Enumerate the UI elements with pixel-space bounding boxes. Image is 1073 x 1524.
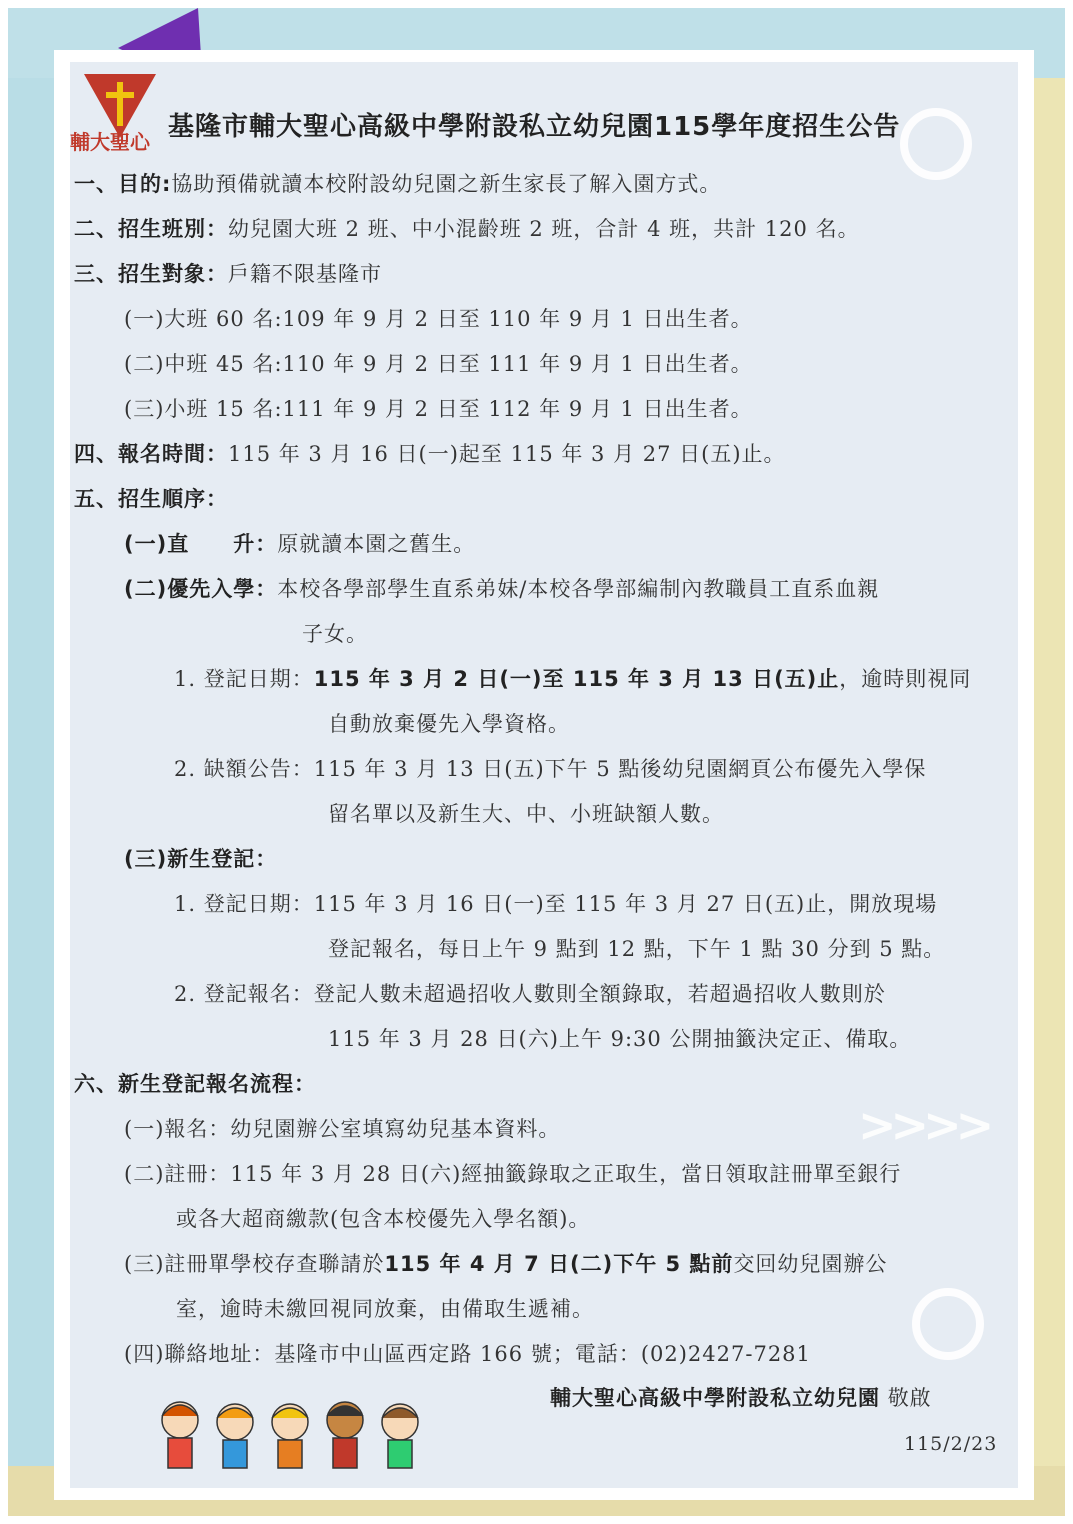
section-classes bbox=[74, 215, 860, 243]
process-apply: (一)報名：幼兒園辦公室填寫幼兒基本資料。 bbox=[124, 1117, 561, 1141]
chevron-arrows-decoration: >>>> bbox=[858, 1098, 989, 1152]
section-text: 協助預備就讀本校附設幼兒園之新生家長了解入園方式。 bbox=[171, 172, 722, 196]
process-register-cont: 或各大超商繳款(包含本校優先入學名額)。 bbox=[176, 1207, 591, 1231]
section-heading: 四、報名時間： bbox=[74, 442, 228, 466]
priority-register-date bbox=[174, 665, 971, 693]
subsection-text: 本校各學部學生直系弟妹/本校各學部編制內教職員工直系血親 bbox=[277, 577, 880, 601]
logo-text: 輔大聖心 bbox=[70, 130, 150, 154]
item-label: 2. 登記報名： bbox=[174, 982, 314, 1006]
item-bold-text: 115 年 4 月 7 日(二)下午 5 點前 bbox=[384, 1252, 734, 1276]
eligibility-large-class: (一)大班 60 名:109 年 9 月 2 日至 110 年 9 月 1 日出生者。 bbox=[124, 307, 753, 331]
order-priority bbox=[124, 575, 879, 603]
priority-vacancy-notice-cont: 留名單以及新生大、中、小班缺額人數。 bbox=[328, 802, 724, 826]
item-text: 登記人數未超過招收人數則全額錄取，若超過招收人數則於 bbox=[313, 982, 886, 1006]
page-title: 基隆市輔大聖心高級中學附設私立幼兒園115學年度招生公告 bbox=[168, 112, 901, 142]
item-text: 115 年 3 月 13 日(五)下午 5 點後幼兒園網頁公布優先入學保 bbox=[313, 757, 927, 781]
process-register: (二)註冊：115 年 3 月 28 日(六)經抽籤錄取之正取生，當日領取註冊單至銀行 bbox=[124, 1162, 902, 1186]
subsection-heading: (二)優先入學： bbox=[124, 577, 278, 601]
section-registration-time bbox=[74, 440, 786, 468]
new-register-rule-cont: 115 年 3 月 28 日(六)上午 9:30 公開抽籤決定正、備取。 bbox=[328, 1027, 912, 1051]
subsection-heading: (三)新生登記： bbox=[124, 847, 278, 871]
item-text: (三)註冊單學校存查聯請於 bbox=[124, 1252, 385, 1276]
section-process bbox=[74, 1070, 316, 1098]
section-text: 戶籍不限基隆市 bbox=[228, 262, 382, 286]
item-label: 2. 缺額公告： bbox=[174, 757, 314, 781]
signature bbox=[550, 1384, 932, 1412]
new-register-date bbox=[174, 890, 937, 918]
contact-info: (四)聯絡地址：基隆市中山區西定路 166 號；電話：(02)2427-7281 bbox=[124, 1342, 811, 1366]
process-return-form bbox=[124, 1250, 887, 1278]
circle-decoration-top-right bbox=[900, 108, 972, 180]
item-bold-text: 115 年 3 月 2 日(一)至 115 年 3 月 13 日(五)止 bbox=[313, 667, 840, 691]
notice-date: 115/2/23 bbox=[904, 1433, 998, 1455]
section-eligibility bbox=[74, 260, 382, 288]
circle-decoration-bottom-right bbox=[912, 1288, 984, 1360]
eligibility-middle-class: (二)中班 45 名:110 年 9 月 2 日至 111 年 9 月 1 日出生者。 bbox=[124, 352, 753, 376]
item-text: 115 年 3 月 16 日(一)至 115 年 3 月 27 日(五)止，開放現場 bbox=[313, 892, 938, 916]
item-label: 1. 登記日期： bbox=[174, 892, 314, 916]
section-heading: 一、目的: bbox=[74, 172, 172, 196]
order-continuing bbox=[124, 530, 475, 558]
item-label: 1. 登記日期： bbox=[174, 667, 314, 691]
order-new-registration bbox=[124, 845, 277, 873]
section-admission-order bbox=[74, 485, 228, 513]
section-text: 幼兒園大班 2 班、中小混齡班 2 班，合計 4 班，共計 120 名。 bbox=[228, 217, 860, 241]
new-register-date-cont: 登記報名，每日上午 9 點到 12 點，下午 1 點 30 分到 5 點。 bbox=[328, 937, 946, 961]
new-register-rule bbox=[174, 980, 886, 1008]
priority-register-date-cont: 自動放棄優先入學資格。 bbox=[328, 712, 570, 736]
section-heading: 二、招生班別： bbox=[74, 217, 228, 241]
order-priority-cont: 子女。 bbox=[302, 622, 368, 646]
process-return-form-cont: 室，逾時未繳回視同放棄，由備取生遞補。 bbox=[176, 1297, 594, 1321]
item-text: 交回幼兒園辦公 bbox=[733, 1252, 888, 1276]
section-purpose bbox=[74, 170, 721, 198]
signature-suffix: 敬啟 bbox=[887, 1386, 932, 1410]
section-heading: 六、新生登記報名流程： bbox=[74, 1072, 316, 1096]
section-text: 115 年 3 月 16 日(一)起至 115 年 3 月 27 日(五)止。 bbox=[228, 442, 786, 466]
eligibility-small-class: (三)小班 15 名:111 年 9 月 2 日至 112 年 9 月 1 日出生者。 bbox=[124, 397, 753, 421]
subsection-heading: (一)直 升： bbox=[124, 532, 278, 556]
item-text: ，逾時則視同 bbox=[839, 667, 972, 691]
section-heading: 三、招生對象： bbox=[74, 262, 228, 286]
signature-org: 輔大聖心高級中學附設私立幼兒園 bbox=[550, 1386, 880, 1410]
priority-vacancy-notice bbox=[174, 755, 926, 783]
section-heading: 五、招生順序： bbox=[74, 487, 228, 511]
children-illustration bbox=[150, 1392, 440, 1482]
subsection-text: 原就讀本園之舊生。 bbox=[277, 532, 476, 556]
